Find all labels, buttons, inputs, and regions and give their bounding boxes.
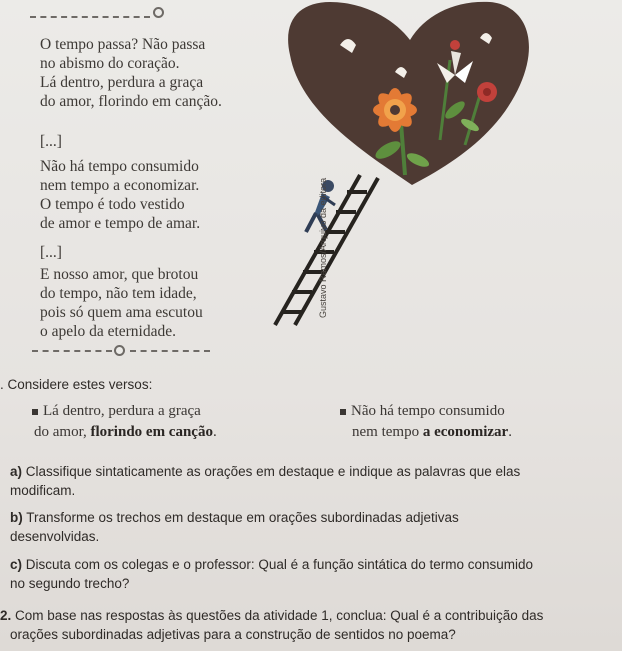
bullet-icon xyxy=(32,409,38,415)
question-a: a) Classifique sintaticamente as orações em destaque e indique as palavras que elas modificam. xyxy=(10,464,521,498)
verse-b-line-1: Não há tempo consumido xyxy=(351,403,505,419)
verse-a-highlight: florindo em canção xyxy=(90,424,213,440)
question-2: 2. Com base nas respostas às questões da atividade 1, conclua: Qual é a contribuição das orações subordinadas adjetivas para a construção de sentidos no poema? xyxy=(0,608,544,642)
poem-line: de amor e tempo de amar. xyxy=(40,215,201,232)
exercise-intro: . Considere estes versos: xyxy=(0,377,153,392)
verse-a-line-2: do amor, florindo em canção. xyxy=(34,424,217,440)
illustration-credit: Gustavo Ramos/Arquivo da editora xyxy=(318,177,328,318)
bottom-divider xyxy=(130,350,210,352)
verse-a-line-1: Lá dentro, perdura a graça xyxy=(43,403,201,419)
verse-b-line-2: nem tempo a economizar. xyxy=(352,424,512,440)
orange-flower xyxy=(373,88,417,132)
red-bud xyxy=(450,40,460,50)
poem-ellipsis: [...] xyxy=(40,133,62,150)
poem-line: O tempo passa? Não passa xyxy=(40,36,206,53)
red-flower xyxy=(477,82,497,102)
poem-line: O tempo é todo vestido xyxy=(40,196,185,213)
poem-line: do tempo, não tem idade, xyxy=(40,285,197,302)
poem-line: nem tempo a economizar. xyxy=(40,177,200,194)
poem-line: E nosso amor, que brotou xyxy=(40,266,199,283)
bullet-icon xyxy=(340,409,346,415)
verse-a xyxy=(32,403,201,420)
poem-line: Lá dentro, perdura a graça xyxy=(40,74,204,91)
poem-line: pois só quem ama escutou xyxy=(40,304,203,321)
verse-b xyxy=(340,403,505,420)
poem-line: Não há tempo consumido xyxy=(40,158,199,175)
question-c: c) Discuta com os colegas e o professor: Qual é a função sintática do termo consumido no segundo trecho? xyxy=(10,557,534,591)
poem-line: do amor, florindo em canção. xyxy=(40,93,222,110)
poem-line: no abismo do coração. xyxy=(40,55,180,72)
question-b: b) Transforme os trechos em destaque em orações subordinadas adjetivas desenvolvidas. xyxy=(10,510,459,544)
poem-line: o apelo da eternidade. xyxy=(40,323,176,340)
divider-ornament xyxy=(114,345,125,356)
verse-b-highlight: a economizar xyxy=(422,424,509,440)
bottom-divider xyxy=(32,350,112,352)
poem-ellipsis: [...] xyxy=(40,244,62,261)
